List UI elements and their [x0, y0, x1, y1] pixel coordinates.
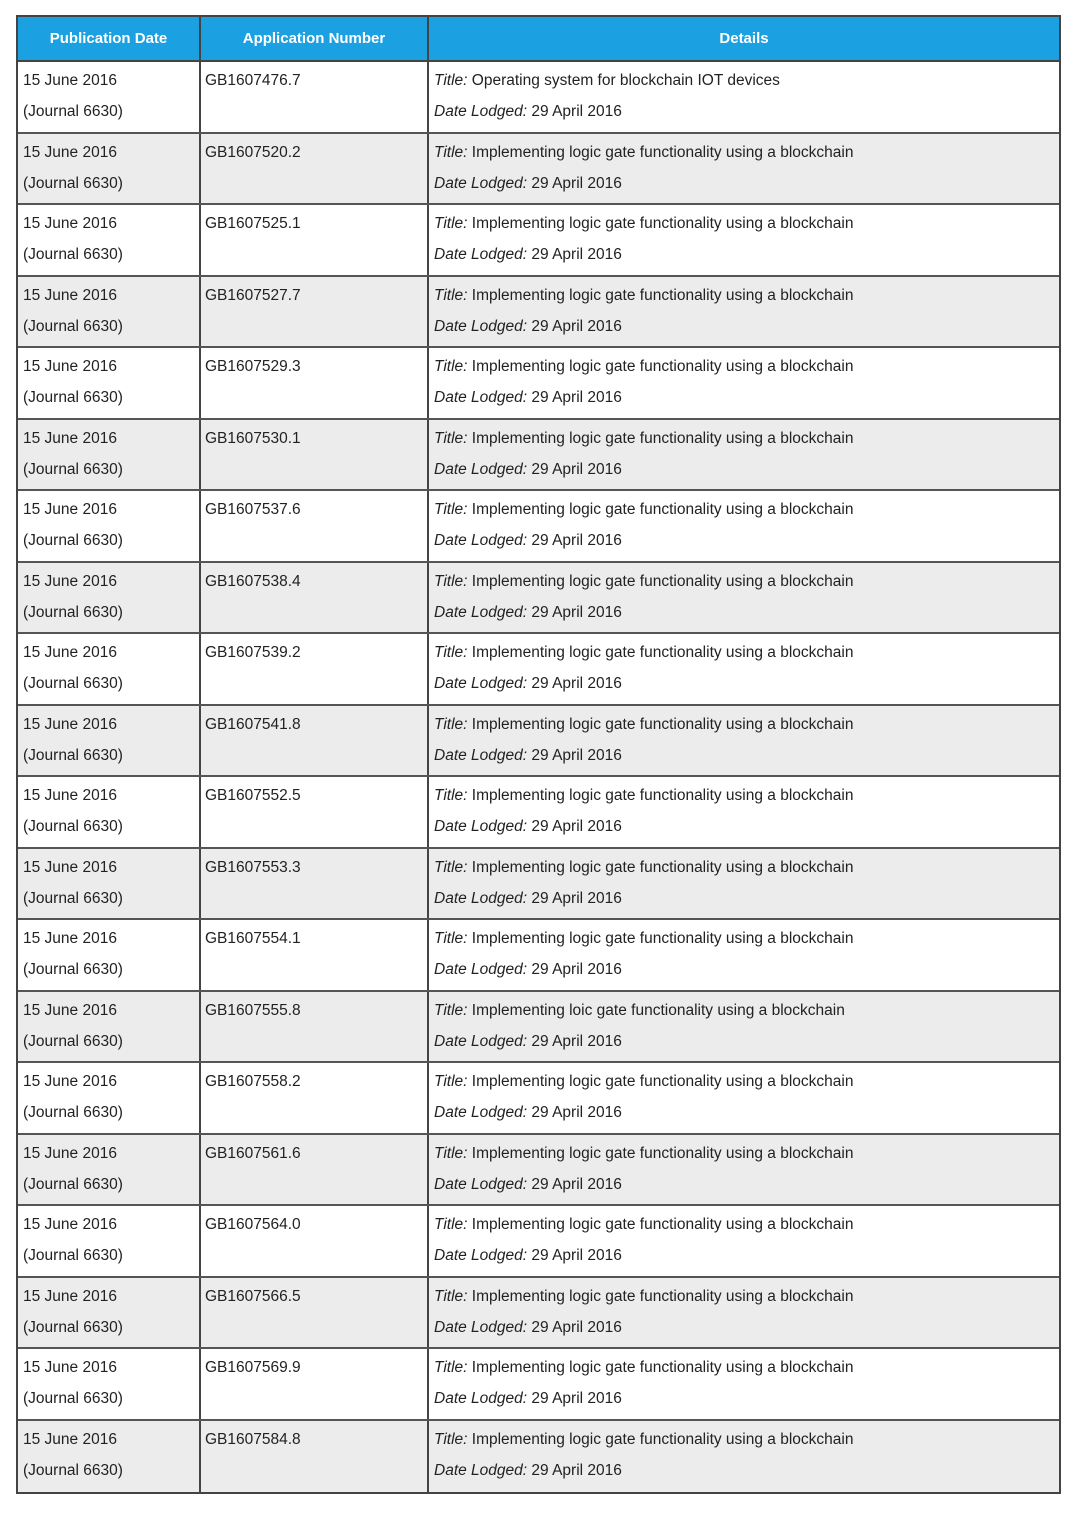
date-lodged-line	[434, 525, 1059, 556]
date-lodged-label: Date Lodged:	[434, 1390, 528, 1407]
date-lodged-value: 29 April 2016	[531, 1175, 622, 1193]
date-lodged-label: Date Lodged:	[434, 174, 528, 192]
application-number-cell	[201, 634, 429, 704]
title-line	[434, 852, 1059, 883]
journal-number: (Journal 6630)	[23, 1175, 123, 1193]
publication-date: 15 June 2016	[23, 1001, 117, 1019]
date-lodged-value: 29 April 2016	[531, 1032, 622, 1050]
title-line	[434, 780, 1059, 811]
title-value: Implementing logic gate functionality using a blockchain	[471, 143, 854, 161]
publication-date-cell	[18, 62, 201, 132]
title-line	[434, 1352, 1059, 1383]
details-cell	[429, 348, 1059, 418]
table-row	[18, 134, 1059, 206]
application-number-cell	[201, 777, 429, 847]
title-value: Implementing logic gate functionality using a blockchain	[471, 1287, 854, 1305]
publication-date-cell	[18, 134, 201, 204]
application-number: GB1607552.5	[205, 787, 301, 804]
title-line	[434, 494, 1059, 525]
title-line	[434, 1281, 1059, 1312]
details-cell	[429, 1278, 1059, 1348]
title-value: Implementing logic gate functionality using a blockchain	[471, 1430, 854, 1448]
title-label: Title:	[434, 286, 468, 304]
journal-number: (Journal 6630)	[23, 389, 123, 406]
date-lodged-line	[434, 597, 1059, 628]
journal-number: (Journal 6630)	[23, 818, 123, 835]
title-line	[434, 65, 1059, 96]
publication-date-cell	[18, 706, 201, 776]
date-lodged-line	[434, 454, 1059, 485]
application-number-cell	[201, 920, 429, 990]
title-label: Title:	[434, 143, 468, 161]
publication-date: 15 June 2016	[23, 1216, 117, 1233]
publication-date: 15 June 2016	[23, 1359, 117, 1376]
publication-date-cell	[18, 920, 201, 990]
title-value: Implementing logic gate functionality using a blockchain	[471, 572, 854, 590]
title-line	[434, 208, 1059, 239]
header-details: Details	[719, 30, 769, 47]
application-number: GB1607584.8	[205, 1430, 301, 1448]
date-lodged-value: 29 April 2016	[531, 174, 622, 192]
publication-date-cell	[18, 205, 201, 275]
date-lodged-value: 29 April 2016	[531, 1461, 622, 1479]
title-value: Implementing logic gate functionality using a blockchain	[471, 358, 854, 375]
table-header	[18, 17, 1059, 62]
journal-number: (Journal 6630)	[23, 1390, 123, 1407]
application-number-cell	[201, 1278, 429, 1348]
publication-date-cell	[18, 1349, 201, 1419]
title-label: Title:	[434, 72, 468, 89]
table-row	[18, 563, 1059, 635]
date-lodged-line	[434, 1240, 1059, 1271]
date-lodged-line	[434, 1097, 1059, 1128]
date-lodged-value: 29 April 2016	[531, 532, 622, 549]
date-lodged-label: Date Lodged:	[434, 1461, 528, 1479]
details-cell	[429, 1349, 1059, 1419]
date-lodged-label: Date Lodged:	[434, 1175, 528, 1193]
date-lodged-label: Date Lodged:	[434, 532, 528, 549]
date-lodged-value: 29 April 2016	[531, 389, 622, 406]
journal-number: (Journal 6630)	[23, 1032, 123, 1050]
journal-number: (Journal 6630)	[23, 961, 123, 978]
application-number-cell	[201, 1349, 429, 1419]
title-label: Title:	[434, 1144, 468, 1162]
date-lodged-line	[434, 382, 1059, 413]
journal-number: (Journal 6630)	[23, 675, 123, 692]
table-row	[18, 1206, 1059, 1278]
journal-number: (Journal 6630)	[23, 317, 123, 335]
publication-date-cell	[18, 277, 201, 347]
title-value: Implementing logic gate functionality using a blockchain	[471, 1359, 854, 1376]
application-number: GB1607525.1	[205, 215, 301, 232]
date-lodged-line	[434, 311, 1059, 342]
journal-number: (Journal 6630)	[23, 746, 123, 764]
date-lodged-line	[434, 740, 1059, 771]
publication-date: 15 June 2016	[23, 358, 117, 375]
application-number: GB1607554.1	[205, 930, 301, 947]
title-label: Title:	[434, 429, 468, 447]
application-number: GB1607539.2	[205, 644, 301, 661]
title-line	[434, 1209, 1059, 1240]
details-cell	[429, 634, 1059, 704]
application-number: GB1607520.2	[205, 143, 301, 161]
title-line	[434, 1066, 1059, 1097]
details-cell	[429, 134, 1059, 204]
table-row	[18, 277, 1059, 349]
application-number-cell	[201, 62, 429, 132]
details-cell	[429, 491, 1059, 561]
patent-table	[16, 15, 1061, 1494]
date-lodged-line	[434, 954, 1059, 985]
date-lodged-value: 29 April 2016	[531, 603, 622, 621]
application-number: GB1607569.9	[205, 1359, 301, 1376]
title-label: Title:	[434, 501, 468, 518]
date-lodged-value: 29 April 2016	[531, 746, 622, 764]
date-lodged-value: 29 April 2016	[531, 103, 622, 120]
details-cell	[429, 706, 1059, 776]
application-number: GB1607537.6	[205, 501, 301, 518]
date-lodged-value: 29 April 2016	[531, 889, 622, 907]
title-label: Title:	[434, 930, 468, 947]
publication-date: 15 June 2016	[23, 1144, 117, 1162]
details-cell	[429, 920, 1059, 990]
date-lodged-line	[434, 1026, 1059, 1057]
journal-number: (Journal 6630)	[23, 103, 123, 120]
journal-number: (Journal 6630)	[23, 1461, 123, 1479]
details-cell	[429, 420, 1059, 490]
title-line	[434, 1138, 1059, 1169]
title-line	[434, 995, 1059, 1026]
details-cell	[429, 992, 1059, 1062]
title-value: Implementing logic gate functionality using a blockchain	[471, 1216, 854, 1233]
application-number-cell	[201, 491, 429, 561]
title-line	[434, 923, 1059, 954]
application-number-cell	[201, 277, 429, 347]
title-line	[434, 137, 1059, 168]
application-number: GB1607538.4	[205, 572, 301, 590]
title-label: Title:	[434, 1430, 468, 1448]
journal-number: (Journal 6630)	[23, 1104, 123, 1121]
date-lodged-line	[434, 168, 1059, 199]
title-value: Implementing logic gate functionality using a blockchain	[471, 501, 854, 518]
application-number: GB1607564.0	[205, 1216, 301, 1233]
table-row	[18, 1349, 1059, 1421]
date-lodged-line	[434, 1312, 1059, 1343]
date-lodged-label: Date Lodged:	[434, 746, 528, 764]
details-cell	[429, 1135, 1059, 1205]
table-row	[18, 205, 1059, 277]
date-lodged-line	[434, 1455, 1059, 1486]
title-label: Title:	[434, 1359, 468, 1376]
publication-date: 15 June 2016	[23, 1287, 117, 1305]
title-label: Title:	[434, 715, 468, 733]
publication-date: 15 June 2016	[23, 143, 117, 161]
date-lodged-line	[434, 668, 1059, 699]
table-row	[18, 491, 1059, 563]
date-lodged-label: Date Lodged:	[434, 818, 528, 835]
application-number: GB1607476.7	[205, 72, 301, 89]
date-lodged-value: 29 April 2016	[531, 246, 622, 263]
date-lodged-value: 29 April 2016	[531, 1318, 622, 1336]
date-lodged-label: Date Lodged:	[434, 675, 528, 692]
publication-date: 15 June 2016	[23, 286, 117, 304]
details-cell	[429, 1206, 1059, 1276]
journal-number: (Journal 6630)	[23, 246, 123, 263]
publication-date: 15 June 2016	[23, 787, 117, 804]
application-number-cell	[201, 1135, 429, 1205]
publication-date: 15 June 2016	[23, 72, 117, 89]
application-number: GB1607541.8	[205, 715, 301, 733]
title-value: Implementing logic gate functionality using a blockchain	[471, 1073, 854, 1090]
title-line	[434, 566, 1059, 597]
title-label: Title:	[434, 215, 468, 232]
publication-date: 15 June 2016	[23, 930, 117, 947]
date-lodged-value: 29 April 2016	[531, 1247, 622, 1264]
application-number: GB1607553.3	[205, 858, 301, 876]
table-row	[18, 706, 1059, 778]
header-publication-date: Publication Date	[18, 17, 201, 60]
table-row	[18, 849, 1059, 921]
title-line	[434, 423, 1059, 454]
publication-date-cell	[18, 1278, 201, 1348]
date-lodged-label: Date Lodged:	[434, 1247, 528, 1264]
application-number-cell	[201, 348, 429, 418]
table-row	[18, 420, 1059, 492]
table-row	[18, 1278, 1059, 1350]
date-lodged-label: Date Lodged:	[434, 460, 528, 478]
publication-date-cell	[18, 777, 201, 847]
publication-date: 15 June 2016	[23, 215, 117, 232]
date-lodged-value: 29 April 2016	[531, 961, 622, 978]
date-lodged-line	[434, 1383, 1059, 1414]
date-lodged-label: Date Lodged:	[434, 961, 528, 978]
table-row	[18, 992, 1059, 1064]
application-number: GB1607566.5	[205, 1287, 301, 1305]
title-value: Implementing loic gate functionality using a blockchain	[471, 1001, 845, 1019]
publication-date: 15 June 2016	[23, 1073, 117, 1090]
date-lodged-label: Date Lodged:	[434, 246, 528, 263]
title-label: Title:	[434, 572, 468, 590]
publication-date-cell	[18, 1135, 201, 1205]
title-value: Implementing logic gate functionality using a blockchain	[471, 715, 854, 733]
publication-date: 15 June 2016	[23, 858, 117, 876]
date-lodged-value: 29 April 2016	[531, 317, 622, 335]
table-row	[18, 348, 1059, 420]
application-number-cell	[201, 563, 429, 633]
publication-date-cell	[18, 348, 201, 418]
title-value: Implementing logic gate functionality using a blockchain	[471, 858, 854, 876]
date-lodged-label: Date Lodged:	[434, 103, 528, 120]
title-value: Implementing logic gate functionality using a blockchain	[471, 286, 854, 304]
date-lodged-label: Date Lodged:	[434, 1104, 528, 1121]
date-lodged-label: Date Lodged:	[434, 1032, 528, 1050]
application-number-cell	[201, 134, 429, 204]
date-lodged-label: Date Lodged:	[434, 1318, 528, 1336]
application-number: GB1607555.8	[205, 1001, 301, 1019]
details-cell	[429, 205, 1059, 275]
publication-date: 15 June 2016	[23, 644, 117, 661]
publication-date-cell	[18, 849, 201, 919]
date-lodged-line	[434, 1169, 1059, 1200]
publication-date-cell	[18, 1206, 201, 1276]
publication-date-cell	[18, 491, 201, 561]
details-cell	[429, 1063, 1059, 1133]
date-lodged-line	[434, 96, 1059, 127]
journal-number: (Journal 6630)	[23, 460, 123, 478]
details-cell	[429, 62, 1059, 132]
table-row	[18, 1421, 1059, 1493]
header-application-number: Application Number	[201, 17, 429, 60]
application-number-cell	[201, 420, 429, 490]
publication-date-cell	[18, 420, 201, 490]
application-number-cell	[201, 1206, 429, 1276]
date-lodged-value: 29 April 2016	[531, 818, 622, 835]
publication-date-cell	[18, 992, 201, 1062]
title-value: Implementing logic gate functionality using a blockchain	[471, 930, 854, 947]
title-line	[434, 280, 1059, 311]
title-line	[434, 1424, 1059, 1455]
title-value: Implementing logic gate functionality using a blockchain	[471, 787, 854, 804]
date-lodged-label: Date Lodged:	[434, 389, 528, 406]
publication-date: 15 June 2016	[23, 572, 117, 590]
date-lodged-line	[434, 239, 1059, 270]
application-number: GB1607561.6	[205, 1144, 301, 1162]
application-number-cell	[201, 849, 429, 919]
date-lodged-label: Date Lodged:	[434, 317, 528, 335]
table-row	[18, 62, 1059, 134]
title-label: Title:	[434, 644, 468, 661]
publication-date: 15 June 2016	[23, 429, 117, 447]
publication-date-cell	[18, 1063, 201, 1133]
title-value: Operating system for blockchain IOT devices	[471, 72, 780, 89]
table-row	[18, 1063, 1059, 1135]
application-number: GB1607558.2	[205, 1073, 301, 1090]
date-lodged-line	[434, 883, 1059, 914]
application-number: GB1607529.3	[205, 358, 301, 375]
details-cell	[429, 563, 1059, 633]
details-cell	[429, 849, 1059, 919]
application-number-cell	[201, 205, 429, 275]
date-lodged-line	[434, 811, 1059, 842]
journal-number: (Journal 6630)	[23, 1318, 123, 1336]
journal-number: (Journal 6630)	[23, 603, 123, 621]
table-row	[18, 634, 1059, 706]
title-value: Implementing logic gate functionality using a blockchain	[471, 644, 854, 661]
title-value: Implementing logic gate functionality using a blockchain	[471, 1144, 854, 1162]
date-lodged-label: Date Lodged:	[434, 889, 528, 907]
application-number-cell	[201, 1421, 429, 1493]
title-label: Title:	[434, 1287, 468, 1305]
journal-number: (Journal 6630)	[23, 174, 123, 192]
date-lodged-value: 29 April 2016	[531, 675, 622, 692]
table-body	[18, 62, 1059, 1492]
date-lodged-label: Date Lodged:	[434, 603, 528, 621]
title-label: Title:	[434, 1073, 468, 1090]
details-cell	[429, 777, 1059, 847]
application-number-cell	[201, 706, 429, 776]
date-lodged-value: 29 April 2016	[531, 1104, 622, 1121]
title-label: Title:	[434, 858, 468, 876]
journal-number: (Journal 6630)	[23, 532, 123, 549]
publication-date-cell	[18, 634, 201, 704]
title-label: Title:	[434, 1216, 468, 1233]
table-row	[18, 1135, 1059, 1207]
title-line	[434, 637, 1059, 668]
application-number-cell	[201, 992, 429, 1062]
date-lodged-value: 29 April 2016	[531, 460, 622, 478]
details-cell	[429, 1421, 1059, 1493]
publication-date: 15 June 2016	[23, 501, 117, 518]
application-number: GB1607527.7	[205, 286, 301, 304]
date-lodged-value: 29 April 2016	[531, 1390, 622, 1407]
title-label: Title:	[434, 1001, 468, 1019]
title-line	[434, 351, 1059, 382]
publication-date: 15 June 2016	[23, 715, 117, 733]
details-cell	[429, 277, 1059, 347]
publication-date-cell	[18, 1421, 201, 1493]
journal-number: (Journal 6630)	[23, 1247, 123, 1264]
publication-date: 15 June 2016	[23, 1430, 117, 1448]
table-row	[18, 920, 1059, 992]
application-number-cell	[201, 1063, 429, 1133]
journal-number: (Journal 6630)	[23, 889, 123, 907]
title-label: Title:	[434, 358, 468, 375]
title-label: Title:	[434, 787, 468, 804]
table-row	[18, 777, 1059, 849]
application-number: GB1607530.1	[205, 429, 301, 447]
title-value: Implementing logic gate functionality using a blockchain	[471, 429, 854, 447]
title-value: Implementing logic gate functionality using a blockchain	[471, 215, 854, 232]
publication-date-cell	[18, 563, 201, 633]
title-line	[434, 709, 1059, 740]
